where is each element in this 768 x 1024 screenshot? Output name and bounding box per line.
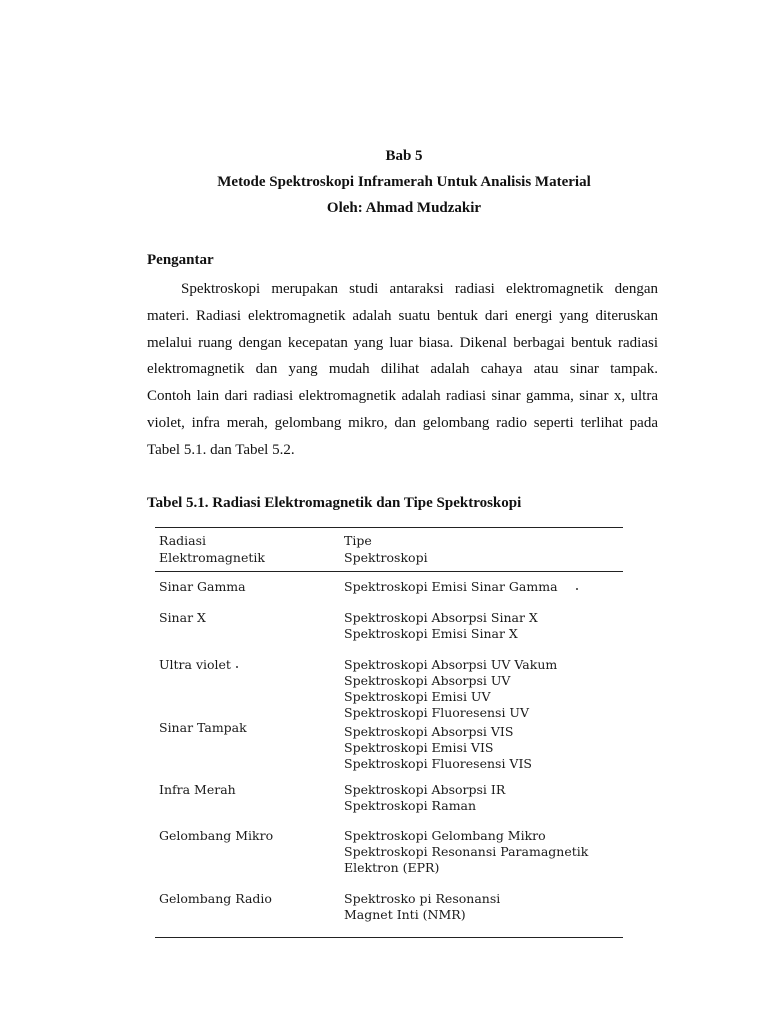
tipe-line: Elektron (EPR) bbox=[344, 860, 440, 875]
tipe-cell bbox=[344, 657, 557, 721]
tipe-line: Spektroskopi Gelombang Mikro bbox=[344, 828, 546, 843]
tipe-line: Spektroskopi Emisi Sinar Gamma bbox=[344, 579, 558, 594]
tipe-line: Spektroskopi Absorpsi UV Vakum bbox=[344, 657, 558, 672]
tipe-line: Spektroskopi Resonansi Paramagnetik bbox=[344, 844, 589, 859]
header-text: Spektroskopi bbox=[344, 550, 428, 565]
chapter-heading bbox=[0, 143, 768, 221]
tipe-line: Spektrosko pi Resonansi bbox=[344, 891, 501, 906]
radiasi-cell: Sinar Gamma bbox=[159, 579, 246, 594]
tipe-line: Spektroskopi Absorpsi VIS bbox=[344, 724, 514, 739]
scan-speck bbox=[236, 666, 238, 668]
radiasi-cell: Gelombang Radio bbox=[159, 891, 272, 906]
tipe-line: Spektroskopi Absorpsi Sinar X bbox=[344, 610, 538, 625]
tipe-line: Spektroskopi Emisi Sinar X bbox=[344, 626, 518, 641]
header-text: Elektromagnetik bbox=[159, 550, 265, 565]
header-text: Tipe bbox=[344, 533, 372, 548]
scan-speck bbox=[576, 588, 578, 590]
chapter-author: Oleh: Ahmad Mudzakir bbox=[326, 200, 482, 216]
tipe-line: Spektroskopi Absorpsi UV bbox=[344, 673, 511, 688]
radiasi-cell: Sinar Tampak bbox=[159, 720, 247, 735]
paragraph-line: Contoh lain dari radiasi elektromagnetik adalah radiasi sinar gamma, sinar x, ultra bbox=[147, 388, 658, 405]
paragraph-line: materi. Radiasi elektromagnetik adalah suatu bentuk dari energi yang diteruskan bbox=[147, 307, 658, 324]
radiasi-cell: Gelombang Mikro bbox=[159, 828, 274, 843]
radiasi-cell: Ultra violet bbox=[159, 657, 231, 672]
radiasi-cell: Infra Merah bbox=[159, 782, 236, 797]
header-text: Radiasi bbox=[159, 533, 207, 548]
tipe-line: Spektroskopi Fluoresensi UV bbox=[344, 705, 529, 720]
table-bottom-rule bbox=[155, 937, 623, 938]
table-top-rule bbox=[155, 527, 623, 528]
section-title: Pengantar bbox=[147, 252, 214, 268]
chapter-title: Metode Spektroskopi Inframerah Untuk Analisis Material bbox=[217, 174, 591, 190]
paragraph-line: violet, infra merah, gelombang mikro, dan gelombang radio seperti terlihat pada bbox=[147, 414, 658, 431]
tipe-cell bbox=[344, 610, 538, 642]
radiation-table bbox=[155, 524, 623, 942]
tipe-cell bbox=[344, 724, 532, 772]
radiasi-cell: Sinar X bbox=[159, 610, 206, 625]
paragraph-line: Spektroskopi merupakan studi antaraksi radiasi elektromagnetik dengan bbox=[181, 281, 658, 297]
tipe-line: Spektroskopi Fluoresensi VIS bbox=[344, 756, 532, 771]
tipe-line: Spektroskopi Emisi VIS bbox=[344, 740, 494, 755]
tipe-cell bbox=[344, 828, 588, 876]
tipe-cell bbox=[344, 579, 558, 595]
tipe-line: Spektroskopi Emisi UV bbox=[344, 689, 491, 704]
header-radiasi bbox=[159, 532, 265, 566]
table-caption: Tabel 5.1. Radiasi Elektromagnetik dan Tipe Spektroskopi bbox=[147, 495, 522, 511]
tipe-cell bbox=[344, 782, 505, 814]
tipe-cell bbox=[344, 891, 500, 923]
tipe-line: Spektroskopi Raman bbox=[344, 798, 477, 813]
paragraph-line: melalui ruang dengan kecepatan yang luar biasa. Dikenal berbagai bentuk radiasi bbox=[147, 334, 658, 351]
tipe-line: Magnet Inti (NMR) bbox=[344, 907, 466, 922]
intro-paragraph bbox=[147, 276, 658, 464]
chapter-number: Bab 5 bbox=[385, 148, 423, 164]
table-header-rule bbox=[155, 571, 623, 572]
header-tipe bbox=[344, 532, 428, 566]
tipe-line: Spektroskopi Absorpsi IR bbox=[344, 782, 506, 797]
paragraph-line: elektromagnetik dan yang mudah dilihat adalah cahaya atau sinar tampak. bbox=[147, 361, 658, 378]
paragraph-line: Tabel 5.1. dan Tabel 5.2. bbox=[147, 441, 295, 458]
